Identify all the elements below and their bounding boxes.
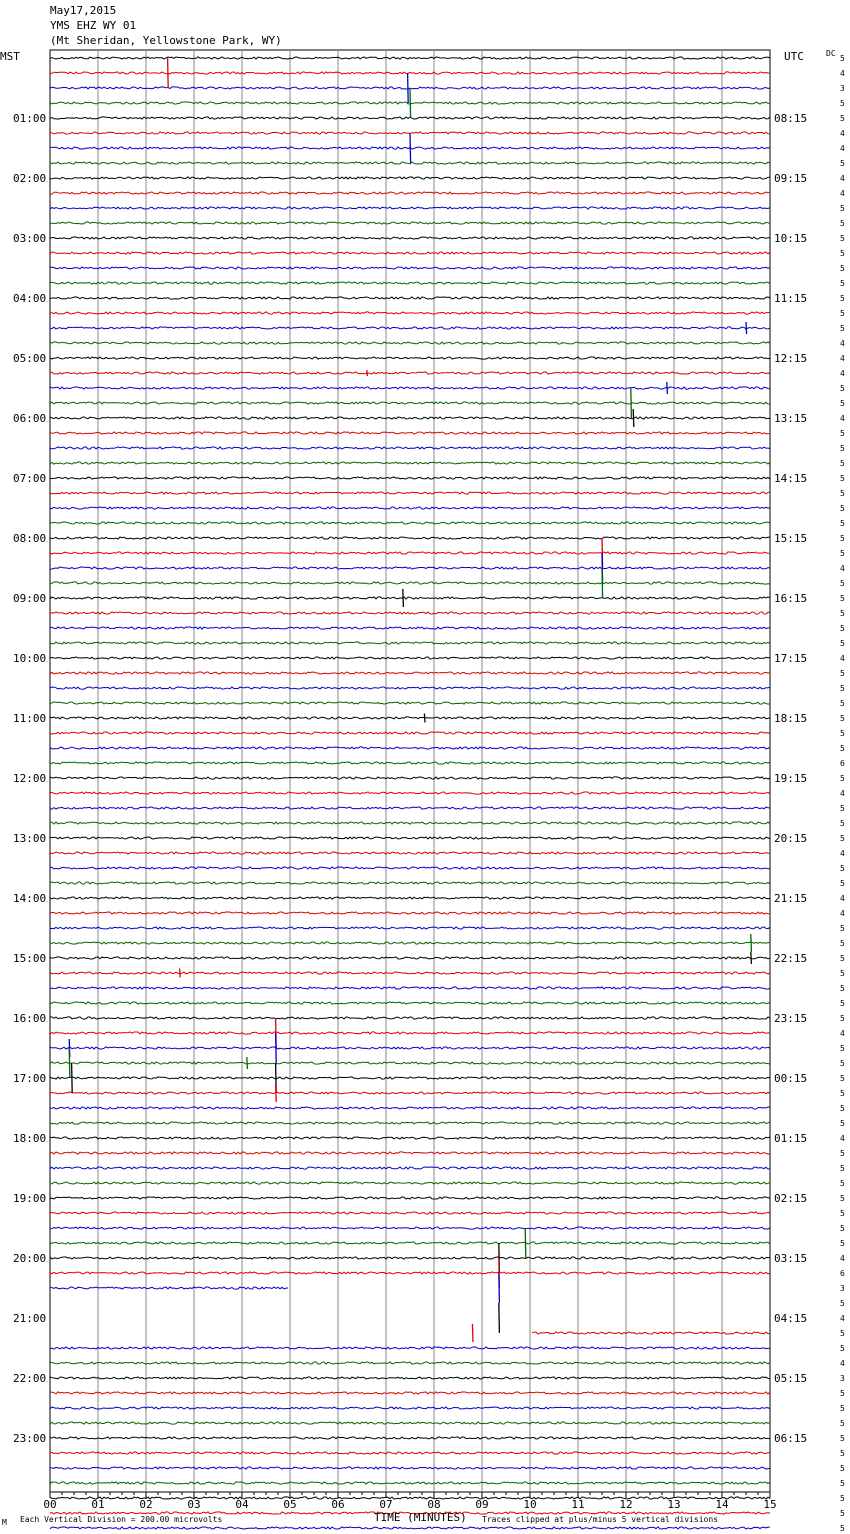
utc-hour-label: 13:15 (774, 412, 808, 425)
x-tick-label: 14 (715, 1498, 729, 1511)
dc-offset-label: 4 (840, 1254, 845, 1263)
trace-row (50, 1212, 770, 1214)
dc-offset-label: 5 (840, 714, 845, 723)
utc-hour-label: 16:15 (774, 592, 808, 605)
event-spike (499, 1273, 500, 1303)
mst-hour-label: 01:00 (13, 112, 47, 125)
mst-hour-label: 06:00 (13, 412, 47, 425)
dc-offset-label: 5 (840, 1434, 845, 1443)
dc-offset-label: 5 (840, 624, 845, 633)
dc-offset-label: 5 (840, 1104, 845, 1113)
mst-hour-label: 21:00 (13, 1312, 47, 1325)
trace-row (50, 1077, 770, 1079)
utc-hour-label: 20:15 (774, 832, 808, 845)
dc-offset-label: 5 (840, 1149, 845, 1158)
utc-hour-label: 22:15 (774, 952, 808, 965)
dc-offset-label: 4 (840, 129, 845, 138)
event-spike (403, 589, 404, 607)
trace-row (50, 1227, 770, 1229)
utc-hour-label: 23:15 (774, 1012, 808, 1025)
trace-row (50, 177, 770, 179)
chart-date: May17,2015 (50, 4, 117, 17)
trace-row (532, 1332, 770, 1334)
event-spike (499, 1303, 500, 1333)
trace-row (50, 267, 770, 269)
trace-row (50, 987, 770, 989)
event-spike (276, 1084, 277, 1102)
dc-offset-label: 5 (840, 54, 845, 63)
dc-offset-label: 5 (840, 924, 845, 933)
trace-row (50, 687, 770, 689)
utc-hour-label: 05:15 (774, 1372, 808, 1385)
utc-hour-label: 03:15 (774, 1252, 808, 1265)
trace-row (50, 762, 770, 764)
trace-row (50, 567, 770, 569)
trace-row (50, 627, 770, 629)
event-spike (72, 1063, 73, 1093)
dc-offset-label: 3 (840, 84, 845, 93)
dc-offset-label: 4 (840, 69, 845, 78)
dc-offset-label: 5 (840, 114, 845, 123)
utc-hour-label: 18:15 (774, 712, 808, 725)
x-tick-label: 12 (619, 1498, 633, 1511)
footer-mark: M (2, 1518, 7, 1527)
x-tick-label: 09 (475, 1498, 489, 1511)
dc-offset-label: 5 (840, 1224, 845, 1233)
event-spike (525, 1228, 526, 1258)
dc-offset-label: 5 (840, 294, 845, 303)
dc-offset-label: 5 (840, 1404, 845, 1413)
dc-offset-label: 5 (840, 474, 845, 483)
dc-offset-label: 4 (840, 354, 845, 363)
trace-row (50, 957, 770, 959)
trace-row (50, 942, 770, 944)
trace-row (50, 642, 770, 644)
x-tick-label: 08 (427, 1498, 441, 1511)
mst-hour-label: 17:00 (13, 1072, 47, 1085)
utc-hour-label: 06:15 (774, 1432, 808, 1445)
dc-offset-label: 5 (840, 519, 845, 528)
trace-row (50, 822, 770, 824)
event-spike (631, 388, 632, 418)
event-spike (633, 409, 634, 427)
trace-row (50, 1152, 770, 1154)
trace-row (50, 1122, 770, 1124)
x-tick-label: 03 (187, 1498, 201, 1511)
station-location: (Mt Sheridan, Yellowstone Park, WY) (50, 34, 282, 47)
dc-offset-label: 5 (840, 1464, 845, 1473)
trace-row (50, 612, 770, 614)
utc-label: UTC (784, 50, 804, 63)
trace-row (50, 357, 770, 359)
trace-row (50, 1167, 770, 1169)
x-axis-label: TIME (MINUTES) (374, 1511, 467, 1524)
x-tick-label: 04 (235, 1498, 249, 1511)
trace-row (50, 537, 770, 539)
dc-offset-label: 5 (840, 204, 845, 213)
dc-offset-label: 4 (840, 909, 845, 918)
trace-row (50, 312, 770, 314)
dc-offset-label: 4 (840, 414, 845, 423)
dc-offset-label: 5 (840, 969, 845, 978)
dc-offset-label: 5 (840, 444, 845, 453)
utc-hour-label: 17:15 (774, 652, 808, 665)
dc-offset-label: 5 (840, 1074, 845, 1083)
dc-offset-label: 5 (840, 99, 845, 108)
event-spike (168, 58, 169, 88)
utc-hour-label: 04:15 (774, 1312, 808, 1325)
trace-row (50, 1272, 770, 1274)
mst-hour-label: 18:00 (13, 1132, 47, 1145)
utc-hour-label: 00:15 (774, 1072, 808, 1085)
mst-hour-label: 14:00 (13, 892, 47, 905)
dc-offset-label: 4 (840, 1314, 845, 1323)
utc-hour-label: 14:15 (774, 472, 808, 485)
x-tick-label: 01 (91, 1498, 105, 1511)
trace-row (50, 912, 770, 914)
dc-offset-label: 5 (840, 1389, 845, 1398)
utc-hour-label: 12:15 (774, 352, 808, 365)
trace-row (50, 1392, 770, 1394)
x-tick-label: 07 (379, 1498, 393, 1511)
dc-offset-label: 5 (840, 1059, 845, 1068)
x-tick-label: 13 (667, 1498, 681, 1511)
trace-row (50, 327, 770, 329)
trace-row (50, 1287, 288, 1289)
mst-hour-label: 10:00 (13, 652, 47, 665)
trace-row (50, 597, 770, 599)
dc-offset-label: 5 (840, 639, 845, 648)
trace-row (50, 297, 770, 299)
trace-row (50, 1197, 770, 1199)
dc-offset-label: 5 (840, 744, 845, 753)
trace-row (50, 1242, 770, 1244)
trace-row (50, 237, 770, 239)
trace-row (50, 1047, 770, 1049)
dc-offset-label: 4 (840, 144, 845, 153)
event-spike (408, 73, 409, 103)
trace-row (50, 582, 770, 584)
dc-offset-label: 4 (840, 189, 845, 198)
dc-offset-label: 5 (840, 1494, 845, 1503)
mst-hour-label: 09:00 (13, 592, 47, 605)
dc-offset-label: 5 (840, 804, 845, 813)
dc-offset-label: 5 (840, 1179, 845, 1188)
trace-row (50, 72, 770, 74)
event-spike (472, 1324, 473, 1342)
dc-offset-label: 5 (840, 159, 845, 168)
dc-offset-label: 4 (840, 849, 845, 858)
dc-offset-label: 5 (840, 1194, 845, 1203)
event-spike (746, 322, 747, 334)
mst-hour-label: 12:00 (13, 772, 47, 785)
dc-offset-label: 4 (840, 369, 845, 378)
trace-row (50, 777, 770, 779)
event-spike (69, 1048, 70, 1078)
trace-row (50, 1182, 770, 1184)
mst-hour-label: 02:00 (13, 172, 47, 185)
trace-row (50, 252, 770, 254)
event-spike (424, 714, 425, 723)
dc-offset-label: 5 (840, 1449, 845, 1458)
mst-hour-label: 08:00 (13, 532, 47, 545)
trace-row (50, 552, 770, 554)
mst-label: MST (0, 50, 20, 63)
mst-hour-label: 19:00 (13, 1192, 47, 1205)
trace-row (50, 342, 770, 344)
trace-row (50, 852, 770, 854)
dc-offset-label: 5 (840, 984, 845, 993)
trace-row (50, 1362, 770, 1364)
event-spike (667, 382, 668, 394)
trace-row (50, 462, 770, 464)
trace-row (50, 522, 770, 524)
dc-offset-label: 4 (840, 564, 845, 573)
dc-offset-label: 5 (840, 549, 845, 558)
dc-offset-label: 5 (840, 774, 845, 783)
mst-hour-label: 07:00 (13, 472, 47, 485)
trace-row (50, 792, 770, 794)
event-spike (751, 952, 752, 964)
trace-row (50, 477, 770, 479)
trace-row (50, 432, 770, 434)
event-spike (410, 133, 411, 163)
trace-row (50, 882, 770, 884)
trace-row (50, 1497, 770, 1499)
trace-row (50, 672, 770, 674)
dc-offset-label: 4 (840, 789, 845, 798)
dc-offset-label: 5 (840, 819, 845, 828)
utc-hour-label: 09:15 (774, 172, 808, 185)
mst-hour-label: 23:00 (13, 1432, 47, 1445)
mst-hour-label: 16:00 (13, 1012, 47, 1025)
dc-offset-label: 5 (840, 579, 845, 588)
utc-hour-label: 19:15 (774, 772, 808, 785)
dc-offset-label: 4 (840, 894, 845, 903)
trace-row (50, 1347, 770, 1349)
dc-offset-label: 5 (840, 279, 845, 288)
dc-offset-label: 5 (840, 1344, 845, 1353)
trace-row (50, 207, 770, 209)
dc-offset-label: 5 (840, 309, 845, 318)
dc-offset-label: 5 (840, 1209, 845, 1218)
dc-offset-label: 5 (840, 1089, 845, 1098)
trace-row (50, 447, 770, 449)
dc-offset-label: 5 (840, 489, 845, 498)
event-spike (247, 1057, 248, 1069)
dc-offset-label: 5 (840, 1044, 845, 1053)
event-spike (410, 88, 411, 118)
utc-hour-label: 11:15 (774, 292, 808, 305)
dc-offset-label: 4 (840, 654, 845, 663)
dc-offset-label: 5 (840, 1524, 845, 1533)
trace-row (50, 747, 770, 749)
plot-frame (50, 50, 770, 1492)
utc-hour-label: 02:15 (774, 1192, 808, 1205)
x-tick-label: 05 (283, 1498, 297, 1511)
dc-offset-label: 5 (840, 264, 845, 273)
dc-offset-label: 3 (840, 1374, 845, 1383)
dc-offset-label: 5 (840, 669, 845, 678)
dc-offset-label: 4 (840, 1134, 845, 1143)
x-tick-label: 00 (43, 1498, 57, 1511)
x-tick-label: 10 (523, 1498, 537, 1511)
dc-offset-label: 5 (840, 429, 845, 438)
dc-offset-label: 5 (840, 684, 845, 693)
trace-row (50, 372, 770, 374)
trace-row (50, 807, 770, 809)
mst-hour-label: 03:00 (13, 232, 47, 245)
utc-hour-label: 08:15 (774, 112, 808, 125)
mst-hour-label: 20:00 (13, 1252, 47, 1265)
dc-offset-label: 3 (840, 1284, 845, 1293)
dc-offset-label: 5 (840, 1329, 845, 1338)
dc-offset-label: 4 (840, 339, 845, 348)
trace-row (50, 837, 770, 839)
mst-hour-label: 11:00 (13, 712, 47, 725)
dc-offset-label: 5 (840, 729, 845, 738)
trace-row (50, 1032, 770, 1034)
event-spike (180, 969, 181, 978)
scale-note: Each Vertical Division = 200.00 microvolts (20, 1515, 223, 1524)
trace-row (50, 1107, 770, 1109)
trace-row (50, 192, 770, 194)
clip-note: Traces clipped at plus/minus 5 vertical divisions (482, 1515, 719, 1524)
dc-offset-label: 5 (840, 594, 845, 603)
mst-hour-label: 05:00 (13, 352, 47, 365)
mst-hour-label: 22:00 (13, 1372, 47, 1385)
dc-offset-label: 5 (840, 504, 845, 513)
dc-offset-label: 5 (840, 1419, 845, 1428)
dc-offset-label: 5 (840, 234, 845, 243)
utc-hour-label: 21:15 (774, 892, 808, 905)
dc-offset-label: 5 (840, 534, 845, 543)
dc-offset-label: 5 (840, 1239, 845, 1248)
dc-offset-label: 6 (840, 759, 845, 768)
trace-row (50, 972, 770, 974)
trace-row (50, 1437, 770, 1439)
trace-row (50, 1527, 770, 1529)
utc-hour-label: 01:15 (774, 1132, 808, 1145)
trace-row (50, 1137, 770, 1139)
trace-row (50, 222, 770, 224)
trace-row (50, 1257, 770, 1259)
dc-offset-label: 5 (840, 939, 845, 948)
dc-offset-label: 5 (840, 1509, 845, 1518)
trace-row (50, 492, 770, 494)
dc-offset-label: 4 (840, 1029, 845, 1038)
trace-row (50, 897, 770, 899)
dc-offset-label: 5 (840, 384, 845, 393)
utc-hour-label: 15:15 (774, 532, 808, 545)
trace-row (50, 732, 770, 734)
mst-hour-label: 15:00 (13, 952, 47, 965)
trace-row (50, 1002, 770, 1004)
trace-row (50, 1017, 770, 1019)
mst-hour-label: 04:00 (13, 292, 47, 305)
x-tick-label: 11 (571, 1498, 585, 1511)
dc-offset-label: 5 (840, 1479, 845, 1488)
trace-row (50, 1452, 770, 1454)
trace-row (50, 702, 770, 704)
trace-row (50, 57, 770, 59)
dc-offset-label: 5 (840, 324, 845, 333)
trace-row (50, 1377, 770, 1379)
dc-offset-label: 5 (840, 879, 845, 888)
trace-row (50, 282, 770, 284)
trace-row (50, 717, 770, 719)
x-tick-label: 06 (331, 1498, 345, 1511)
event-spike (276, 1033, 277, 1063)
trace-row (50, 417, 770, 419)
trace-row (50, 657, 770, 659)
dc-offset-label: 5 (840, 219, 845, 228)
trace-row (50, 1062, 770, 1064)
trace-row (50, 387, 770, 389)
mst-hour-label: 13:00 (13, 832, 47, 845)
trace-row (50, 927, 770, 929)
dc-label: DC (826, 49, 836, 58)
trace-row (50, 1467, 770, 1469)
dc-offset-label: 4 (840, 1359, 845, 1368)
dc-offset-label: 5 (840, 249, 845, 258)
dc-offset-label: 5 (840, 1014, 845, 1023)
dc-offset-label: 5 (840, 1164, 845, 1173)
utc-hour-label: 10:15 (774, 232, 808, 245)
station-code: YMS EHZ WY 01 (50, 19, 137, 32)
dc-offset-label: 5 (840, 609, 845, 618)
dc-offset-label: 5 (840, 1299, 845, 1308)
dc-offset-label: 6 (840, 1269, 845, 1278)
trace-row (50, 507, 770, 509)
dc-offset-label: 5 (840, 459, 845, 468)
event-spike (751, 934, 752, 952)
event-spike (602, 568, 603, 598)
trace-row (50, 1482, 770, 1484)
trace-row (50, 1422, 770, 1424)
trace-row (50, 867, 770, 869)
trace-row (50, 1092, 770, 1094)
dc-offset-label: 5 (840, 1119, 845, 1128)
dc-offset-label: 5 (840, 699, 845, 708)
event-spike (367, 370, 368, 376)
trace-row (50, 402, 770, 404)
dc-offset-label: 5 (840, 834, 845, 843)
dc-offset-label: 4 (840, 174, 845, 183)
trace-row (50, 1407, 770, 1409)
dc-offset-label: 5 (840, 399, 845, 408)
x-tick-label: 02 (139, 1498, 153, 1511)
x-tick-label: 15 (763, 1498, 777, 1511)
dc-offset-label: 5 (840, 954, 845, 963)
dc-offset-label: 5 (840, 864, 845, 873)
dc-offset-label: 5 (840, 999, 845, 1008)
